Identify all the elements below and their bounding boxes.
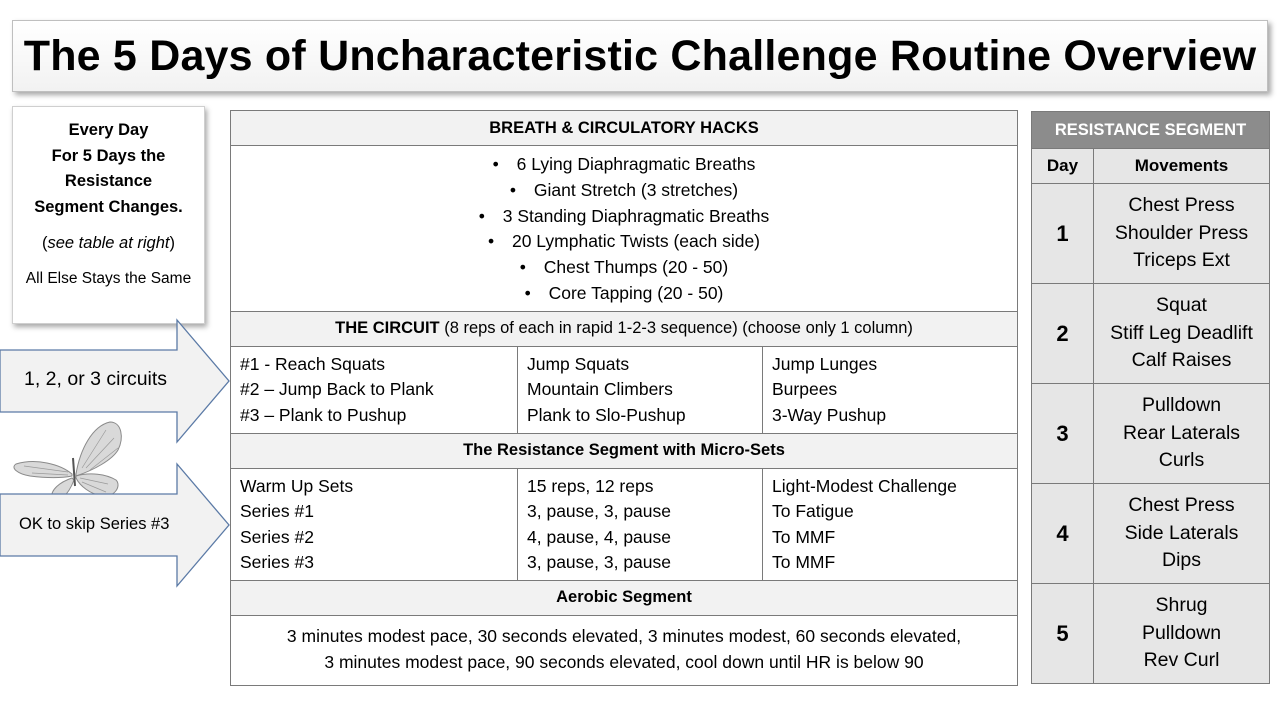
aerobic-description: 3 minutes modest pace, 30 seconds elevated, 3 minutes modest, 60 seconds elevated, 3 minutes modest pace, 90 seconds elevated, cool down until HR is below 90 (231, 615, 1018, 685)
skip-label: OK to skip Series #3 (19, 515, 170, 533)
movements-cell: Shrug Pulldown Rev Curl (1094, 584, 1270, 684)
title-banner (12, 20, 1268, 92)
table-row (1032, 184, 1270, 284)
note-card (12, 106, 205, 324)
day-number: 5 (1032, 584, 1094, 684)
table-row (1032, 384, 1270, 484)
list-item: • Giant Stretch (3 stretches) (509, 179, 739, 200)
day-number: 3 (1032, 384, 1094, 484)
movements-cell: Chest Press Side Laterals Dips (1094, 484, 1270, 584)
circuits-label: 1, 2, or 3 circuits (24, 368, 168, 390)
note-footer: All Else Stays the Same (25, 269, 192, 287)
list-item: • Core Tapping (20 - 50) (524, 282, 724, 303)
day-number: 2 (1032, 284, 1094, 384)
note-line: Resistance (64, 172, 153, 190)
skip-arrow (0, 462, 232, 588)
resistance-column-3: Light-Modest Challenge To Fatigue To MMF To MMF (763, 468, 1018, 580)
resistance-column-1: Warm Up Sets Series #1 Series #2 Series #3 (231, 468, 518, 580)
breath-header: BREATH & CIRCULATORY HACKS (231, 111, 1018, 146)
resistance-column-2: 15 reps, 12 reps 3, pause, 3, pause 4, pause, 4, pause 3, pause, 3, pause (518, 468, 763, 580)
list-item: • 20 Lymphatic Twists (each side) (487, 231, 761, 252)
resistance-header: The Resistance Segment with Micro-Sets (231, 433, 1018, 468)
list-item: • 6 Lying Diaphragmatic Breaths (492, 154, 756, 174)
note-line: For 5 Days the (51, 146, 166, 165)
movements-column-header: Movements (1094, 149, 1270, 184)
movements-cell: Chest Press Shoulder Press Triceps Ext (1094, 184, 1270, 284)
day-column-header: Day (1032, 149, 1094, 184)
movements-cell: Pulldown Rear Laterals Curls (1094, 384, 1270, 484)
table-row (1032, 584, 1270, 684)
note-line: Every Day (68, 121, 149, 139)
movements-cell: Squat Stiff Leg Deadlift Calf Raises (1094, 284, 1270, 384)
note-line: Segment Changes. (34, 197, 183, 216)
breath-list (231, 146, 1018, 312)
circuit-column-3: Jump Lunges Burpees 3-Way Pushup (763, 346, 1018, 433)
table-row (1032, 284, 1270, 384)
resistance-segment-table (1031, 111, 1270, 684)
list-item: • 3 Standing Diaphragmatic Breaths (478, 205, 770, 226)
circuit-header: THE CIRCUIT (8 reps of each in rapid 1-2-3 sequence) (choose only 1 column) (231, 311, 1018, 346)
routine-table (230, 110, 1018, 686)
table-row (1032, 484, 1270, 584)
day-number: 1 (1032, 184, 1094, 284)
day-number: 4 (1032, 484, 1094, 584)
resistance-segment-title: RESISTANCE SEGMENT (1032, 112, 1270, 149)
circuit-column-1: #1 - Reach Squats #2 – Jump Back to Plank #3 – Plank to Pushup (231, 346, 518, 433)
aerobic-header: Aerobic Segment (231, 580, 1018, 615)
page-title: The 5 Days of Uncharacteristic Challenge Routine Overview (23, 31, 1257, 80)
note-see-table: (see table at right) (42, 234, 175, 252)
list-item: • Chest Thumps (20 - 50) (519, 257, 729, 278)
circuit-column-2: Jump Squats Mountain Climbers Plank to Slo-Pushup (518, 346, 763, 433)
